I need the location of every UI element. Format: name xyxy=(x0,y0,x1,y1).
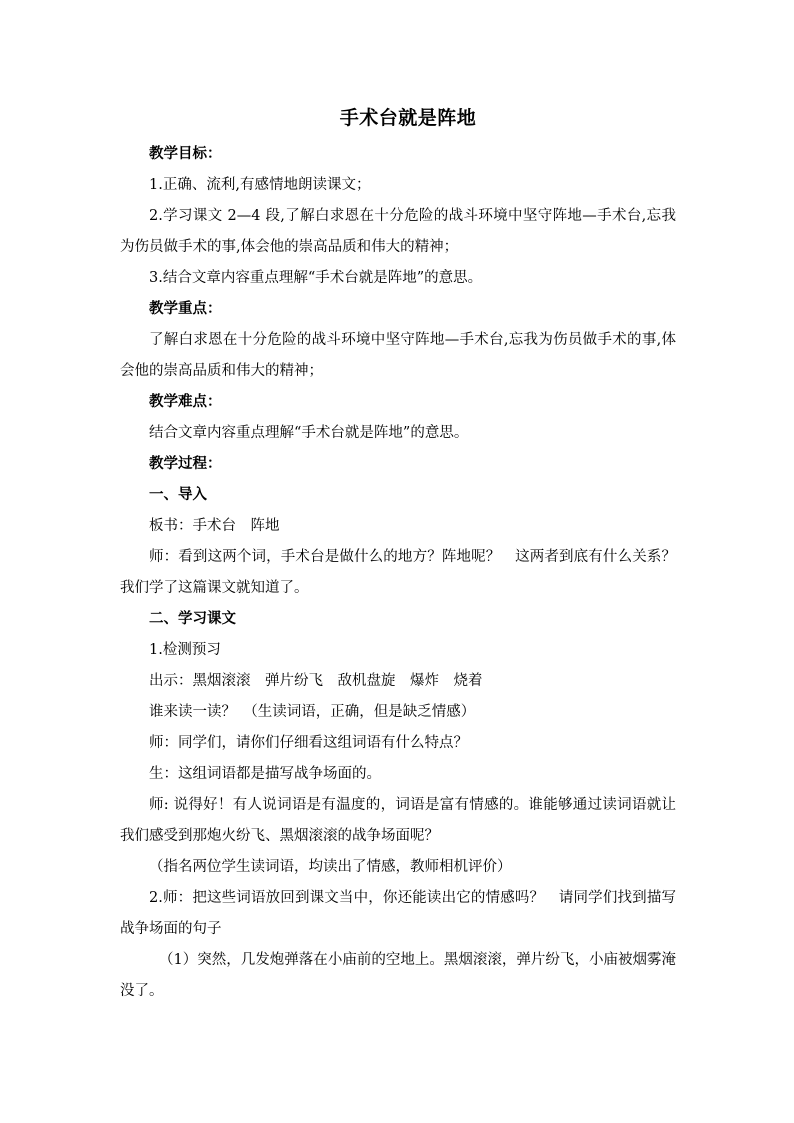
document-title: 手术台就是阵地 xyxy=(339,107,477,129)
step-2-instruction: 2.师：把这些词语放回到课文当中，你还能读出它的情感吗？ 请同学们找到描写战争场面的句子 xyxy=(120,890,676,937)
section-heading-process: 教学过程： xyxy=(149,456,222,472)
subsection-heading-study: 二、学习课文 xyxy=(149,611,236,627)
section-heading-key-points: 教学重点： xyxy=(149,301,222,317)
objective-3: 3.结合文章内容重点理解“手术台就是阵地”的意思。 xyxy=(149,270,483,286)
objective-1: 1.正确、流利,有感情地朗读课文； xyxy=(149,177,371,193)
who-reads-prompt: 谁来读一读？ （生读词语，正确，但是缺乏情感） xyxy=(149,704,476,720)
subsection-heading-intro: 一、导入 xyxy=(149,487,207,503)
reading-note: （指名两位学生读词语，均读出了情感，教师相机评价） xyxy=(149,859,512,875)
preview-check: 1.检测预习 xyxy=(149,642,221,658)
teacher-question-features: 师：同学们，请你们仔细看这组词语有什么特点？ xyxy=(149,735,468,751)
vocabulary-display: 出示：黑烟滚滚 弹片纷飞 敌机盘旋 爆炸 烧着 xyxy=(149,673,483,689)
sentence-1: （1）突然，几发炮弹落在小庙前的空地上。黑烟滚滚，弹片纷飞，小庙被烟雾淹没了。 xyxy=(120,952,676,999)
document-body xyxy=(120,139,676,1007)
key-points-text: 了解白求恩在十分危险的战斗环境中坚守阵地—手术台,忘我为伤员做手术的事,体会他的崇高品质和伟大的精神； xyxy=(120,332,676,379)
teacher-praise: 师: 说得好！有人说词语是有温度的，词语是富有情感的。谁能够通过读词语就让我们感受到那炮火纷飞、黑烟滚滚的战争场面呢？ xyxy=(120,797,676,844)
objective-2: 2.学习课文 2—4 段,了解白求恩在十分危险的战斗环境中坚守阵地—手术台,忘我为伤员做手术的事,体会他的崇高品质和伟大的精神； xyxy=(120,208,676,255)
section-heading-difficulties: 教学难点： xyxy=(149,394,222,410)
difficulties-text: 结合文章内容重点理解“手术台就是阵地”的意思。 xyxy=(149,425,469,441)
section-heading-objectives: 教学目标： xyxy=(149,146,222,162)
student-answer: 生：这组词语都是描写战争场面的。 xyxy=(149,766,381,782)
teacher-intro-question: 师：看到这两个词，手术台是做什么的地方？阵地呢？ 这两者到底有什么关系？我们学了这篇课文就知道了。 xyxy=(120,549,676,596)
blackboard-text: 板书：手术台 阵地 xyxy=(149,518,280,534)
